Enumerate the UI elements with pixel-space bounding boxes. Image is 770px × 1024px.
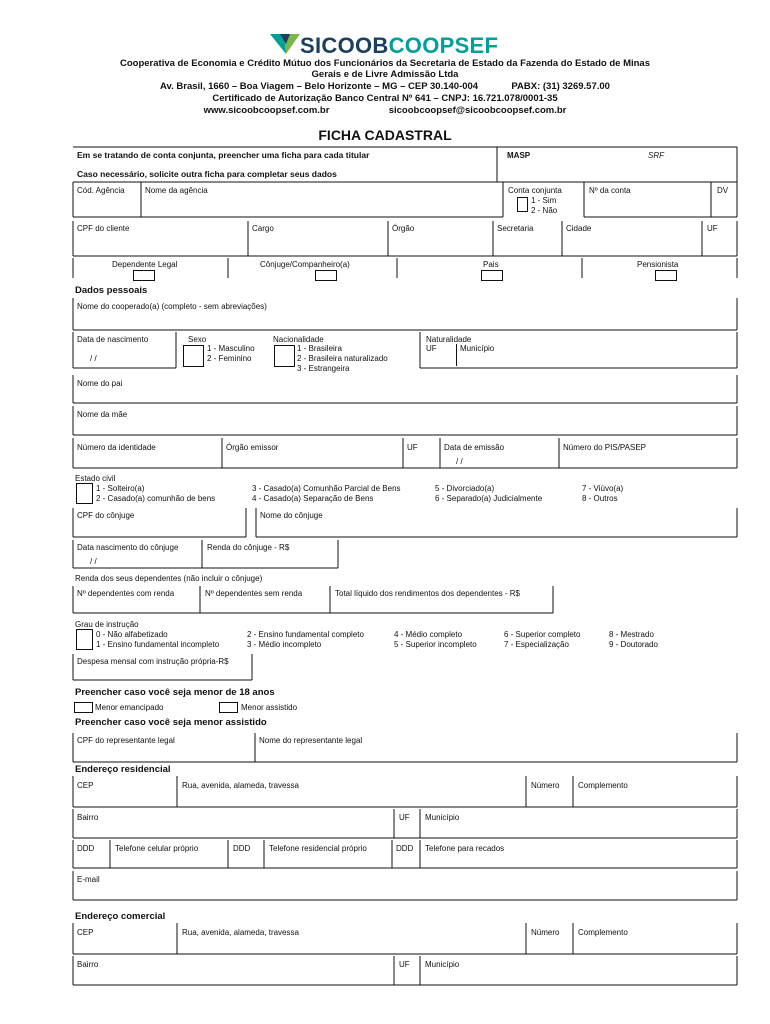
res-mobile-label: Telefone celular próprio xyxy=(115,844,199,853)
cooperado-name-input[interactable] xyxy=(74,312,736,329)
joint-no-option: 2 - Não xyxy=(531,206,558,215)
header-address: Av. Brasil, 1660 – Boa Viagem – Belo Horizonte – MG – CEP 30.140-004 xyxy=(160,81,479,92)
res-ddd2-label: DDD xyxy=(233,844,251,853)
mother-name-label: Nome da mãe xyxy=(77,410,128,419)
com-street-label: Rua, avenida, alameda, travessa xyxy=(182,928,299,937)
res-city-label: Município xyxy=(425,813,460,822)
dv-label: DV xyxy=(717,186,729,195)
civil-opt3: 3 - Casado(a) Comunhão Parcial de Bens xyxy=(252,484,401,493)
res-home-phone-label: Telefone residencial próprio xyxy=(269,844,367,853)
civil-opt6: 6 - Separado(a) Judicialmente xyxy=(435,494,543,503)
joint-account-checkbox[interactable] xyxy=(517,197,528,212)
id-uf-label: UF xyxy=(407,443,418,452)
minor-heading: Preencher caso você seja menor de 18 anos xyxy=(75,687,275,698)
civil-opt4: 4 - Casado(a) Separação de Bens xyxy=(252,494,374,503)
residential-heading: Endereço residencial xyxy=(75,764,171,775)
res-ddd3-label: DDD xyxy=(396,844,414,853)
res-uf-label: UF xyxy=(399,813,410,822)
education-expense-label: Despesa mensal com instrução própria-R$ xyxy=(77,657,229,666)
sex-female-option: 2 - Feminino xyxy=(207,354,252,363)
education-opt0: 0 - Não alfabetizado xyxy=(96,630,168,639)
spouse-cpf-label: CPF do cônjuge xyxy=(77,511,135,520)
civil-status-checkbox[interactable] xyxy=(76,483,93,504)
cidade-label: Cidade xyxy=(566,224,592,233)
dependents-with-income-label: Nº dependentes com renda xyxy=(77,589,175,598)
res-district-label: Bairro xyxy=(77,813,99,822)
header-email: sicoobcoopsef@sicoobcoopsef.com.br xyxy=(388,105,567,116)
education-label: Grau de instrução xyxy=(75,620,139,629)
civil-opt5: 5 - Divorciado(a) xyxy=(435,484,495,493)
srf-label: SRF xyxy=(648,151,664,160)
client-cpf-input[interactable] xyxy=(74,234,247,255)
father-name-input[interactable] xyxy=(74,389,736,402)
civil-opt2: 2 - Casado(a) comunhão de bens xyxy=(96,494,216,503)
dependents-without-income-label: Nº dependentes sem renda xyxy=(205,589,303,598)
mother-name-input[interactable] xyxy=(74,420,736,434)
joint-yes-option: 1 - Sim xyxy=(531,196,557,205)
issue-date-input[interactable]: / / xyxy=(456,457,463,466)
minor-assisted-label: Menor assistido xyxy=(241,703,298,712)
logo-brand-light: COOPSEF xyxy=(388,33,499,58)
spouse-birth-label: Data nascimento do cônjuge xyxy=(77,543,179,552)
com-city-label: Município xyxy=(425,960,460,969)
id-number-label: Número da identidade xyxy=(77,443,156,452)
res-complement-label: Complemento xyxy=(578,781,628,790)
agency-name-input[interactable] xyxy=(142,196,502,216)
naturality-label: Naturalidade xyxy=(426,335,472,344)
spouse-income-label: Renda do cônjuge - R$ xyxy=(207,543,290,552)
minor-emancipated-checkbox[interactable] xyxy=(74,702,93,713)
com-complement-label: Complemento xyxy=(578,928,628,937)
conjuge-label: Cônjuge/Companheiro(a) xyxy=(260,260,350,269)
com-number-label: Número xyxy=(531,928,560,937)
issue-date-label: Data de emissão xyxy=(444,443,505,452)
nationality-checkbox[interactable] xyxy=(274,345,295,367)
header-line1: Cooperativa de Economia e Crédito Mútuo dos Funcionários da Secretaria de Estado da Fazenda do Estado de Minas xyxy=(120,58,650,69)
pensionista-label: Pensionista xyxy=(637,260,679,269)
form-title: FICHA CADASTRAL xyxy=(318,127,452,143)
education-opt4: 4 - Médio completo xyxy=(394,630,463,639)
dependente-legal-checkbox[interactable] xyxy=(133,270,155,281)
header-certificate: Certificado de Autorização Banco Central Nº 641 – CNPJ: 16.721.078/0001-35 xyxy=(212,93,558,104)
pis-label: Número do PIS/PASEP xyxy=(563,443,646,452)
civil-opt7: 7 - Viúvo(a) xyxy=(582,484,624,493)
personal-data-heading: Dados pessoais xyxy=(75,285,148,296)
header-line2: Gerais e de Livre Admissão Ltda xyxy=(311,69,459,80)
com-district-label: Bairro xyxy=(77,960,99,969)
account-number-label: Nº da conta xyxy=(589,186,631,195)
com-cep-label: CEP xyxy=(77,928,94,937)
nationality-opt2: 2 - Brasileira naturalizado xyxy=(297,354,388,363)
agency-code-input[interactable] xyxy=(74,196,140,216)
education-checkbox[interactable] xyxy=(76,629,93,650)
minor-emancipated-label: Menor emancipado xyxy=(95,703,164,712)
id-issuer-label: Órgão emissor xyxy=(226,443,279,452)
sex-label: Sexo xyxy=(188,335,207,344)
birth-date-label: Data de nascimento xyxy=(77,335,149,344)
rep-name-label: Nome do representante legal xyxy=(259,736,363,745)
res-cep-label: CEP xyxy=(77,781,94,790)
header-website: www.sicoobcoopsef.com.br xyxy=(203,105,330,116)
rep-cpf-label: CPF do representante legal xyxy=(77,736,175,745)
cooperado-name-label: Nome do cooperado(a) (completo - sem abreviações) xyxy=(77,302,267,311)
dependents-total-label: Total líquido dos rendimentos dos dependentes - R$ xyxy=(335,589,521,598)
dependente-legal-label: Dependente Legal xyxy=(112,260,178,269)
education-opt1: 1 - Ensino fundamental incompleto xyxy=(96,640,220,649)
extra-form-instruction: Caso necessário, solicite outra ficha para completar seus dados xyxy=(77,169,337,179)
minor-assisted-heading: Preencher caso você seja menor assistido xyxy=(75,717,267,728)
dependents-income-label: Renda dos seus dependentes (não incluir o cônjuge) xyxy=(75,574,263,583)
spouse-income-input[interactable] xyxy=(203,553,337,567)
joint-account-instruction: Em se tratando de conta conjunta, preencher uma ficha para cada titular xyxy=(77,150,370,160)
masp-input[interactable] xyxy=(498,162,736,181)
spouse-cpf-input[interactable] xyxy=(74,521,245,536)
spouse-birth-input[interactable]: / / xyxy=(90,557,97,566)
conjuge-checkbox[interactable] xyxy=(315,270,337,281)
pais-checkbox[interactable] xyxy=(481,270,503,281)
sex-checkbox[interactable] xyxy=(183,345,204,367)
logo-brand-dark: SICOOB xyxy=(300,33,389,58)
education-opt5: 5 - Superior incompleto xyxy=(394,640,477,649)
commercial-heading: Endereço comercial xyxy=(75,911,166,922)
nationality-opt3: 3 - Estrangeira xyxy=(297,364,350,373)
orgao-label: Órgão xyxy=(392,224,415,233)
res-street-label: Rua, avenida, alameda, travessa xyxy=(182,781,299,790)
naturality-divider xyxy=(456,344,457,366)
spouse-name-label: Nome do cônjuge xyxy=(260,511,323,520)
client-cpf-label: CPF do cliente xyxy=(77,224,130,233)
res-ddd1-label: DDD xyxy=(77,844,95,853)
rep-cpf-input[interactable] xyxy=(74,746,254,761)
cargo-label: Cargo xyxy=(252,224,274,233)
naturality-uf-label: UF xyxy=(426,344,437,353)
birth-date-input[interactable]: / / xyxy=(90,354,97,363)
header-pabx: PABX: (31) 3269.57.00 xyxy=(511,81,610,92)
res-email-input[interactable] xyxy=(74,885,736,899)
civil-opt8: 8 - Outros xyxy=(582,494,618,503)
minor-assisted-checkbox[interactable] xyxy=(219,702,238,713)
agency-name-label: Nome da agência xyxy=(145,186,208,195)
res-email-label: E-mail xyxy=(77,875,100,884)
education-opt3: 3 - Médio incompleto xyxy=(247,640,322,649)
pensionista-checkbox[interactable] xyxy=(655,270,677,281)
sex-male-option: 1 - Masculino xyxy=(207,344,255,353)
education-opt6: 6 - Superior completo xyxy=(504,630,581,639)
father-name-label: Nome do pai xyxy=(77,379,123,388)
masp-label: MASP xyxy=(507,151,531,160)
com-uf-label: UF xyxy=(399,960,410,969)
civil-status-label: Estado civil xyxy=(75,474,116,483)
education-opt8: 8 - Mestrado xyxy=(609,630,654,639)
spouse-name-input[interactable] xyxy=(257,521,736,536)
secretaria-label: Secretaria xyxy=(497,224,534,233)
education-opt2: 2 - Ensino fundamental completo xyxy=(247,630,364,639)
pais-label: Pais xyxy=(483,260,499,269)
nationality-label: Nacionalidade xyxy=(273,335,324,344)
account-number-input[interactable] xyxy=(585,196,710,216)
res-number-label: Número xyxy=(531,781,560,790)
civil-opt1: 1 - Solteiro(a) xyxy=(96,484,145,493)
nationality-opt1: 1 - Brasileira xyxy=(297,344,342,353)
rep-name-input[interactable] xyxy=(256,746,736,761)
education-opt9: 9 - Doutorado xyxy=(609,640,658,649)
res-msg-phone-label: Telefone para recados xyxy=(425,844,505,853)
joint-account-label: Conta conjunta xyxy=(508,186,562,195)
naturality-city-label: Município xyxy=(460,344,495,353)
client-uf-label: UF xyxy=(707,224,718,233)
education-opt7: 7 - Especialização xyxy=(504,640,569,649)
agency-code-label: Cód. Agência xyxy=(77,186,125,195)
